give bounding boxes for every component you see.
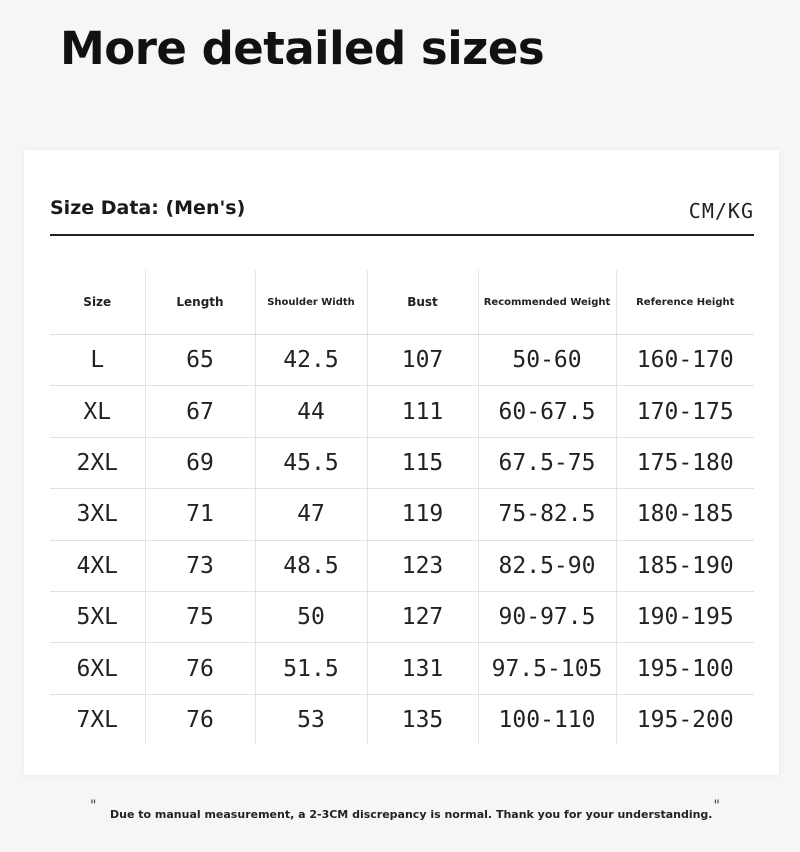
- size-chart-card: [24, 150, 779, 775]
- cell-bust: 119: [367, 489, 478, 540]
- table-row: [50, 437, 754, 488]
- column-header-size: Size: [50, 270, 145, 335]
- cell-reference-height: 175-180: [616, 437, 754, 488]
- cell-bust: 131: [367, 643, 478, 694]
- close-quote: ": [713, 798, 720, 814]
- column-header-shoulder-width: Shoulder Width: [255, 270, 367, 335]
- cell-length: 65: [145, 335, 255, 386]
- cell-reference-height: 160-170: [616, 335, 754, 386]
- cell-shoulder-width: 48.5: [255, 540, 367, 591]
- column-header-reference-height: Reference Height: [616, 270, 754, 335]
- card-header: [50, 192, 754, 236]
- cell-length: 76: [145, 643, 255, 694]
- cell-bust: 123: [367, 540, 478, 591]
- cell-size: 6XL: [50, 643, 145, 694]
- cell-recommended-weight: 60-67.5: [478, 386, 616, 437]
- cell-reference-height: 180-185: [616, 489, 754, 540]
- table-row: [50, 540, 754, 591]
- cell-recommended-weight: 67.5-75: [478, 437, 616, 488]
- cell-length: 75: [145, 591, 255, 642]
- cell-reference-height: 195-200: [616, 694, 754, 745]
- cell-bust: 127: [367, 591, 478, 642]
- cell-bust: 111: [367, 386, 478, 437]
- cell-shoulder-width: 44: [255, 386, 367, 437]
- section-title: Size Data: (Men's): [50, 197, 246, 219]
- cell-size: 2XL: [50, 437, 145, 488]
- cell-shoulder-width: 50: [255, 591, 367, 642]
- size-table: [50, 270, 754, 745]
- cell-recommended-weight: 90-97.5: [478, 591, 616, 642]
- footnote: [90, 800, 720, 830]
- footnote-text: Due to manual measurement, a 2-3CM discrepancy is normal. Thank you for your understanding.: [110, 808, 713, 821]
- cell-length: 69: [145, 437, 255, 488]
- cell-size: XL: [50, 386, 145, 437]
- column-header-recommended-weight: Recommended Weight: [478, 270, 616, 335]
- cell-shoulder-width: 53: [255, 694, 367, 745]
- cell-length: 76: [145, 694, 255, 745]
- table-row: [50, 386, 754, 437]
- cell-size: 5XL: [50, 591, 145, 642]
- table-row: [50, 489, 754, 540]
- cell-shoulder-width: 47: [255, 489, 367, 540]
- cell-recommended-weight: 82.5-90: [478, 540, 616, 591]
- column-header-bust: Bust: [367, 270, 478, 335]
- table-row: [50, 591, 754, 642]
- cell-reference-height: 170-175: [616, 386, 754, 437]
- cell-size: 4XL: [50, 540, 145, 591]
- column-header-length: Length: [145, 270, 255, 335]
- open-quote: ": [90, 798, 97, 814]
- cell-reference-height: 185-190: [616, 540, 754, 591]
- cell-shoulder-width: 45.5: [255, 437, 367, 488]
- cell-bust: 107: [367, 335, 478, 386]
- cell-recommended-weight: 100-110: [478, 694, 616, 745]
- cell-reference-height: 195-100: [616, 643, 754, 694]
- cell-bust: 135: [367, 694, 478, 745]
- cell-length: 71: [145, 489, 255, 540]
- table-row: [50, 335, 754, 386]
- cell-bust: 115: [367, 437, 478, 488]
- table-row: [50, 694, 754, 745]
- page-title: More detailed sizes: [60, 22, 545, 75]
- cell-recommended-weight: 97.5-105: [478, 643, 616, 694]
- cell-size: 3XL: [50, 489, 145, 540]
- unit-label: CM/KG: [688, 199, 754, 223]
- cell-reference-height: 190-195: [616, 591, 754, 642]
- cell-length: 73: [145, 540, 255, 591]
- table-header-row: [50, 270, 754, 335]
- cell-length: 67: [145, 386, 255, 437]
- cell-size: 7XL: [76, 706, 119, 733]
- cell-size: L: [50, 335, 145, 386]
- cell-shoulder-width: 51.5: [255, 643, 367, 694]
- cell-shoulder-width: 42.5: [255, 335, 367, 386]
- cell-recommended-weight: 75-82.5: [478, 489, 616, 540]
- table-row: [50, 643, 754, 694]
- cell-recommended-weight: 50-60: [478, 335, 616, 386]
